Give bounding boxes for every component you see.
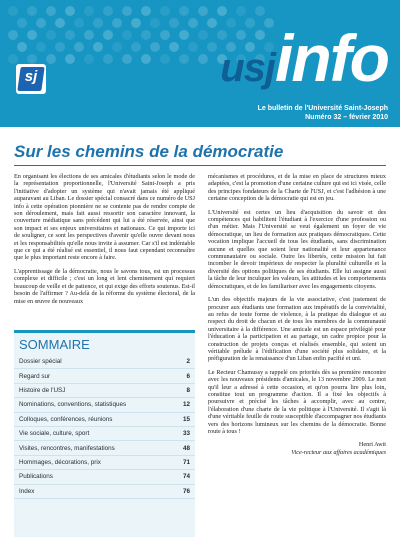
banner-dot [103, 54, 113, 64]
toc-item-label: Hommages, décorations, prix [19, 458, 101, 466]
banner-dot [150, 42, 160, 52]
toc-item[interactable] [14, 456, 195, 470]
banner-dot [179, 54, 189, 64]
banner-dot [217, 6, 227, 16]
banner-dot [17, 18, 27, 28]
banner-dot [103, 30, 113, 40]
banner-dot [236, 6, 246, 16]
page-title: Sur les chemins de la démocratie [14, 142, 284, 161]
toc-item-page: 76 [182, 487, 190, 495]
banner-dot [160, 30, 170, 40]
banner-dot [65, 54, 75, 64]
banner-dot [188, 18, 198, 28]
toc-item-page: 6 [186, 372, 190, 380]
banner-dot [93, 18, 103, 28]
toc-item[interactable] [14, 427, 195, 441]
banner-dot [112, 42, 122, 52]
toc-item[interactable] [14, 398, 195, 412]
banner-dot [46, 6, 56, 16]
paragraph: L'apprentissage de la démocratie, nous le savons tous, est un processus complexe et difficile ; c'est un long et lent cheminement qui requiert beaucoup de veille et de patience, et qui exige des efforts soutenus. Est-il besoin de l'affirmer ? Au-delà de la réforme du système électoral, de la mise en œuvre de nouveaux [14, 267, 195, 305]
toc-item-label: Index [19, 487, 35, 495]
toc-item-page: 74 [182, 473, 190, 481]
banner-dot [169, 18, 179, 28]
banner-dot [46, 54, 56, 64]
right-column [208, 173, 386, 456]
usj-logo [16, 64, 46, 94]
banner-dot [160, 54, 170, 64]
toc-item[interactable] [14, 384, 195, 398]
toc-item-page: 71 [182, 458, 190, 466]
banner-dot [141, 6, 151, 16]
toc-item[interactable] [14, 369, 195, 383]
issue-number: Numéro 32 – février 2010 [305, 114, 388, 121]
header-banner [0, 0, 400, 127]
toc-item-page: 33 [182, 430, 190, 438]
toc-item-label: Visites, rencontres, manifestations [19, 444, 115, 452]
banner-dot [8, 6, 18, 16]
banner-dot [198, 30, 208, 40]
banner-dot [8, 54, 18, 64]
left-column [14, 173, 195, 311]
banner-dot [36, 18, 46, 28]
paragraph: mécanismes et procédures, et de la mise en place de structures mieux adaptées, c'est la promotion d'une certaine culture qui est ici visée, celle des principes fondateurs de la Charte de l'USJ, et c'est l'adhésion à une certaine conception de la démocratie qui est en jeu. [208, 173, 386, 203]
banner-dot [188, 42, 198, 52]
toc-item-label: Vie sociale, culture, sport [19, 430, 90, 438]
masthead [220, 20, 388, 96]
banner-dot [93, 42, 103, 52]
sommaire-box [14, 330, 195, 537]
banner-dot [122, 54, 132, 64]
toc-item-label: Nominations, conventions, statistiques [19, 401, 127, 409]
toc-item-page: 48 [182, 444, 190, 452]
logo-text: sj [24, 68, 38, 85]
banner-dot [198, 6, 208, 16]
paragraph: Le Recteur Chamussy a rappelé ces priorités dès sa première rencontre avec les nouveaux présidents d'amicales, le 13 novembre 2009. Le mot qu'il leur a adressé à cette occasion, et qu'on pourra lire plus loin, constitue tout un programme d'action. Il a fixé les objectifs à poursuivre et précisé les tâches à accomplir, avec au centre, l'élaboration d'une charte de la vie politique à l'Université. Il s'agit là d'une véritable feuille de route susceptible d'accompagner nos étudiants vers des horizons lumineux sur les chemins de la démocratie. Bonne route à tous ! [208, 368, 386, 435]
banner-dot [8, 30, 18, 40]
toc-item-label: Colloques, conférences, réunions [19, 415, 113, 423]
masthead-usj: usj [220, 46, 276, 90]
sommaire-title: SOMMAIRE [19, 337, 90, 352]
toc-item[interactable] [14, 485, 195, 499]
paragraph: L'Université est certes un lieu d'acquisition du savoir et des compétences qui habilitent l'étudiant à l'exercice d'une profession ou d'un métier. Mais l'Université se veut également un foyer de vie démocratique, un lieu de formation aux pratiques démocratiques. Cette vocation implique l'accueil de tous les étudiants, sans discrimination aucune et quelles que soient leur nationalité et leur appartenance communautaire ou sociale. Outre les libertés, cette mission lui fait incomber le devoir impérieux de respecter la pluralité culturelle et la diversité des options politiques de ses étudiants. Elle lui assigne aussi la tâche de leur inculquer les valeurs, les attitudes et les comportements démocratiques, et de les familiariser avec les engagements citoyens. [208, 208, 386, 290]
bulletin-subtitle [258, 104, 388, 122]
paragraph: L'un des objectifs majeurs de la vie associative, c'est justement de procurer aux étudiants une formation aux impératifs de la convivialité, au refus de toute forme de violence, à la pratique du dialogue et au respect du droit de chacun et de tous les membres de la communauté universitaire à la différence. Une amicale est un espace privilégié pour l'éducation à la participation et au partage, un cadre propice pour la construction de projets conçus et réalisés ensemble, qui soient un véritable prélude à l'édification d'une société plus solidaire, et la préfiguration de la renaissance d'un Liban enfin pacifié et uni. [208, 296, 386, 363]
banner-dot [27, 6, 37, 16]
banner-dot [55, 42, 65, 52]
toc-item-label: Regard sur [19, 372, 51, 380]
toc-item-page: 12 [182, 401, 190, 409]
banner-dot [27, 54, 37, 64]
banner-dot [65, 6, 75, 16]
banner-dot [65, 30, 75, 40]
banner-dot [122, 6, 132, 16]
banner-dot [207, 42, 217, 52]
banner-dot [74, 42, 84, 52]
banner-dot [84, 54, 94, 64]
banner-dot [112, 18, 122, 28]
banner-dot [150, 18, 160, 28]
masthead-info: info [275, 21, 388, 95]
banner-dot [131, 18, 141, 28]
banner-dot [198, 54, 208, 64]
toc-item-page: 8 [186, 386, 190, 394]
toc-item[interactable] [14, 441, 195, 455]
banner-dot [160, 6, 170, 16]
banner-dot [103, 6, 113, 16]
signature: Henri Awit [358, 441, 386, 449]
toc-item-page: 15 [182, 415, 190, 423]
toc-item-page: 2 [186, 358, 190, 366]
toc-item[interactable] [14, 413, 195, 427]
banner-dot [36, 42, 46, 52]
banner-dot [84, 6, 94, 16]
banner-dot [55, 18, 65, 28]
toc-item-label: Publications [19, 473, 53, 481]
title-divider [14, 165, 386, 166]
signature-role: Vice-recteur aux affaires académiques [291, 448, 386, 456]
banner-dot [131, 42, 141, 52]
banner-dot [17, 42, 27, 52]
banner-dot [27, 30, 37, 40]
toc-item-label: Dossier spécial [19, 358, 62, 366]
subtitle-line-1: Le bulletin de l'Université Saint-Joseph [257, 105, 388, 112]
banner-dot [207, 18, 217, 28]
toc-item[interactable] [14, 355, 195, 369]
banner-dot [179, 30, 189, 40]
banner-dot [255, 6, 265, 16]
toc-item-label: Histoire de l'USJ [19, 386, 66, 394]
banner-dot [179, 6, 189, 16]
banner-dot [74, 18, 84, 28]
banner-dot [122, 30, 132, 40]
paragraph: En organisant les élections de ses amicales d'étudiants selon le mode de la représentation proportionnelle, l'Université Saint-Joseph a pris l'initiative d'adopter un système qui n'avait jamais été appliqué auparavant au Liban. Le dossier spécial consacré dans ce numéro de USJ info à cette opération pionnière ne se contente pas de rendre compte de son déroulement, mais fait aussi ressortir son caractère innovant, la couverture médiatique sans précédent qui lui a été réservée, ainsi que son impact et ses enjeux universitaires et nationaux. Ce qui importe ici de souligner, ce sont les perspectives d'avenir qu'elle ouvre devant nous et les responsabilités qu'elle nous invite à assumer. Car s'il est indéniable que ce qui a été réalisé est essentiel, il nous faut cependant reconnaître que le plus important reste encore à faire. [14, 173, 195, 262]
banner-dot [169, 42, 179, 52]
toc-item[interactable] [14, 470, 195, 484]
table-of-contents [14, 355, 195, 499]
banner-dot [84, 30, 94, 40]
banner-dot [141, 54, 151, 64]
banner-dot [141, 30, 151, 40]
banner-dot [46, 30, 56, 40]
